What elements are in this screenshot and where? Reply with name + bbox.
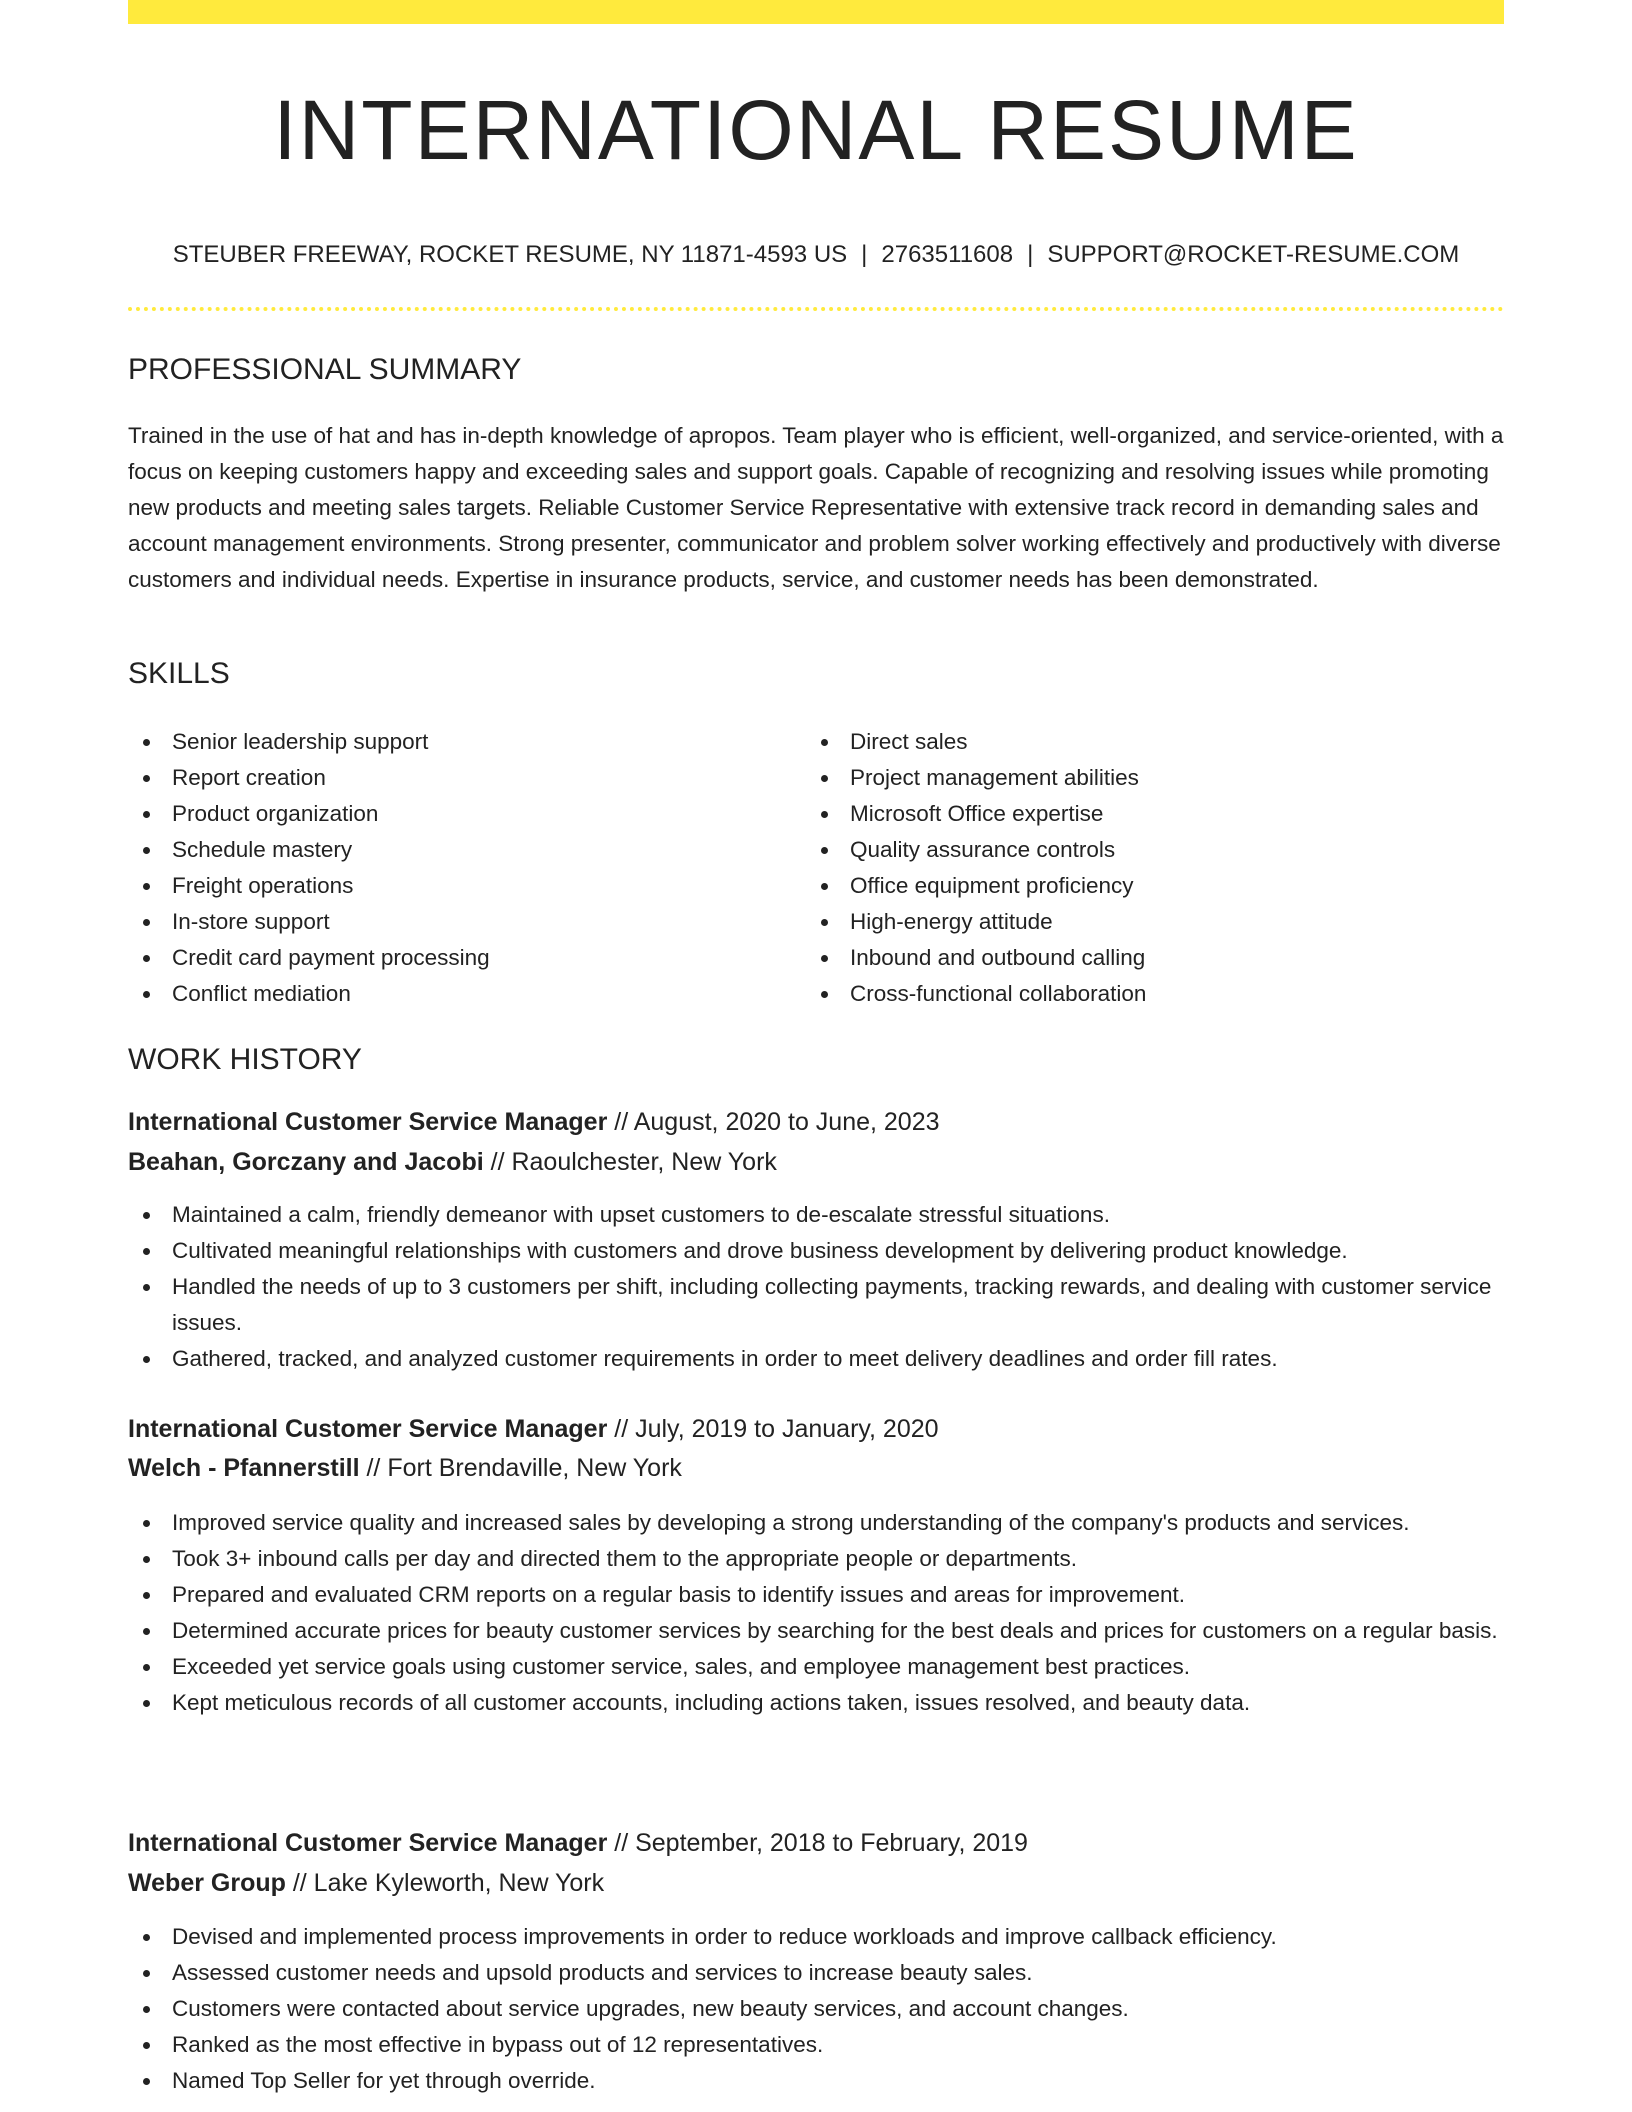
skill-item: High-energy attitude xyxy=(806,904,1446,940)
skills-list-left xyxy=(128,724,768,1012)
skills-heading: SKILLS xyxy=(128,657,230,690)
job-location: // Raoulchester, New York xyxy=(490,1148,777,1176)
job-duties xyxy=(128,1197,1504,1377)
job-company-line xyxy=(128,1865,604,1901)
skill-item: Inbound and outbound calling xyxy=(806,940,1446,976)
top-accent-bar xyxy=(128,0,1504,24)
job-location: // Lake Kyleworth, New York xyxy=(292,1869,605,1897)
job-location: // Fort Brendaville, New York xyxy=(366,1454,682,1482)
skill-item: Report creation xyxy=(128,760,768,796)
contact-separator: | xyxy=(1027,241,1034,268)
email: SUPPORT@ROCKET-RESUME.COM xyxy=(1047,241,1460,268)
job-title: International Customer Service Manager xyxy=(128,1108,608,1136)
skill-item: Office equipment proficiency xyxy=(806,868,1446,904)
skill-item: Senior leadership support xyxy=(128,724,768,760)
duty-item: Devised and implemented process improvements in order to reduce workloads and improve callback efficiency. xyxy=(128,1919,1504,1955)
job-title: International Customer Service Manager xyxy=(128,1829,608,1857)
job-title-line xyxy=(128,1825,1028,1861)
skill-item: Microsoft Office expertise xyxy=(806,796,1446,832)
job-dates: // September, 2018 to February, 2019 xyxy=(614,1829,1028,1857)
duty-item: Ranked as the most effective in bypass out of 12 representatives. xyxy=(128,2027,1504,2063)
job-title-line xyxy=(128,1104,940,1140)
job-company-line xyxy=(128,1450,682,1486)
job-company: Welch - Pfannerstill xyxy=(128,1454,360,1482)
duty-item: Named Top Seller for yet through override. xyxy=(128,2063,1504,2099)
skill-item: Cross-functional collaboration xyxy=(806,976,1446,1012)
job-company-line xyxy=(128,1144,777,1180)
job-duties xyxy=(128,1505,1504,1721)
skill-item: Project management abilities xyxy=(806,760,1446,796)
duty-item: Determined accurate prices for beauty customer services by searching for the best deals and prices for customers on a regular basis. xyxy=(128,1613,1504,1649)
skill-item: Schedule mastery xyxy=(128,832,768,868)
duty-item: Gathered, tracked, and analyzed customer requirements in order to meet delivery deadlines and order fill rates. xyxy=(128,1341,1504,1377)
job-duties xyxy=(128,1919,1504,2099)
duty-item: Handled the needs of up to 3 customers per shift, including collecting payments, tracking rewards, and dealing with customer service issues. xyxy=(128,1269,1504,1341)
address: STEUBER FREEWAY, ROCKET RESUME, NY 11871-4593 US xyxy=(172,241,848,268)
skill-item: Credit card payment processing xyxy=(128,940,768,976)
dotted-divider xyxy=(128,307,1504,311)
job-dates: // August, 2020 to June, 2023 xyxy=(614,1108,940,1136)
duty-item: Assessed customer needs and upsold products and services to increase beauty sales. xyxy=(128,1955,1504,1991)
skill-item: Freight operations xyxy=(128,868,768,904)
skill-item: In-store support xyxy=(128,904,768,940)
duty-item: Exceeded yet service goals using customer service, sales, and employee management best practices. xyxy=(128,1649,1504,1685)
contact-separator: | xyxy=(861,241,868,268)
skill-item: Product organization xyxy=(128,796,768,832)
duty-item: Maintained a calm, friendly demeanor with upset customers to de-escalate stressful situations. xyxy=(128,1197,1504,1233)
duty-item: Customers were contacted about service upgrades, new beauty services, and account changes. xyxy=(128,1991,1504,2027)
contact-line xyxy=(128,238,1504,272)
skill-item: Direct sales xyxy=(806,724,1446,760)
job-title-line xyxy=(128,1411,939,1447)
work-history-heading: WORK HISTORY xyxy=(128,1043,362,1076)
duty-item: Prepared and evaluated CRM reports on a regular basis to identify issues and areas for improvement. xyxy=(128,1577,1504,1613)
summary-heading: PROFESSIONAL SUMMARY xyxy=(128,353,522,386)
summary-text: Trained in the use of hat and has in-depth knowledge of apropos. Team player who is efficient, well-organized, and service-oriented, with a focus on keeping customers happy and exceeding sales and support goals. Capable of recognizing and resolving issues while promoting new products and meeting sales targets. Reliable Customer Service Representative with extensive track record in demanding sales and account management environments. Strong presenter, communicator and problem solver working effectively and productively with diverse customers and individual needs. Expertise in insurance products, service, and customer needs has been demonstrated. xyxy=(128,423,1504,592)
skill-item: Conflict mediation xyxy=(128,976,768,1012)
job-title: International Customer Service Manager xyxy=(128,1415,608,1443)
duty-item: Improved service quality and increased sales by developing a strong understanding of the company's products and services. xyxy=(128,1505,1504,1541)
phone: 2763511608 xyxy=(881,241,1014,268)
job-dates: // July, 2019 to January, 2020 xyxy=(614,1415,939,1443)
skill-item: Quality assurance controls xyxy=(806,832,1446,868)
duty-item: Cultivated meaningful relationships with customers and drove business development by delivering product knowledge. xyxy=(128,1233,1504,1269)
skills-list-right xyxy=(806,724,1446,1012)
job-company: Weber Group xyxy=(128,1869,286,1897)
job-company: Beahan, Gorczany and Jacobi xyxy=(128,1148,484,1176)
duty-item: Kept meticulous records of all customer accounts, including actions taken, issues resolved, and beauty data. xyxy=(128,1685,1504,1721)
duty-item: Took 3+ inbound calls per day and directed them to the appropriate people or departments. xyxy=(128,1541,1504,1577)
resume-title: INTERNATIONAL RESUME xyxy=(273,83,1359,177)
